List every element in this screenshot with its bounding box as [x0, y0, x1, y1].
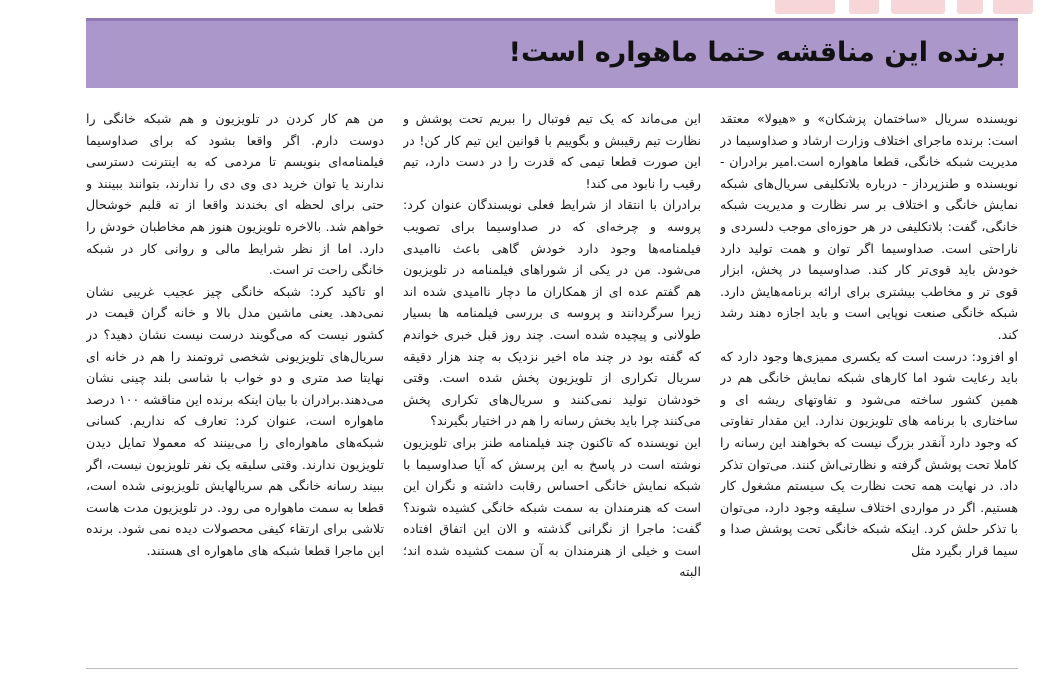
corner-decoration [751, 0, 1041, 18]
page-title: برنده این مناقشه حتما ماهواره است! [508, 37, 1006, 68]
paragraph: نویسنده سریال «ساختمان پزشکان» و «هیولا» معتقد است: برنده ماجرای اختلاف وزارت ارشاد و صداوسیما در مدیریت شبکه خانگی، قطعا ماهواره است.امیر برادران - نویسنده و طنزپرداز - درباره بلاتکلیفی سریال‌های شبکه نمایش خانگی و اختلاف بر سر نظارت و مدیریت شبکه خانگی، گفت: بلاتکلیفی در هر حوزه‌ای موجب دلسردی و ناراحتی است. صداوسیما اگر توان و همت تولید دارد خودش باید قوی‌تر کار کند. صداوسیما در پخش، ابزار قوی تر و مخاطب بیشتری برای ارائه برنامه‌هایش دارد. شبکه خانگی صنعت نوپایی است و باید اجازه دهند رشد کند. [720, 111, 1018, 342]
paragraph: این می‌ماند که یک تیم فوتبال را ببریم تحت پوشش و نظارت تیم رقیبش و بگوییم با قوانین این تیم کار کن! در این صورت قطعا تیمی که قدرت را در دست دارد، تیم رقیب را نابود می کند! [403, 111, 701, 191]
headline-banner [86, 18, 1018, 88]
paragraph: این نویسنده که تاکنون چند فیلمنامه طنز برای تلویزیون نوشته است در پاسخ به این پرسش که آیا صداوسیما با شبکه نمایش خانگی احساس رقابت داشته و نگران این است که هنرمندان به سمت شبکه خانگی کشیده شوند؟ گفت: ماجرا از نگرانی گذشته و الان این اتفاق افتاده است و خیلی از هنرمندان به آن سمت کشیده شده اند؛ البته [403, 434, 701, 580]
article-body [86, 108, 1018, 664]
paragraph: او تاکید کرد: شبکه خانگی چیز عجیب غریبی نشان نمی‌دهد. یعنی ماشین مدل بالا و خانه گران قیمت در کشور نیست که می‌گویند درست نیست نشان دهید؟ در سریال‌های تلویزیونی شخصی ثروتمند را هم در خانه ای نهایتا صد متری و دو خواب با شاسی بلند چینی نشان می‌دهند.برادران با بیان اینکه برنده این مناقشه ۱۰۰ درصد ماهواره است، عنوان کرد: تعارف که نداریم. کسانی شبکه‌های ماهواره‌ای را می‌بینند که معمولا تمایل دیدن تلویزیون ندارند. وقتی سلیقه یک نفر تلویزیون نیست، اگر ببیند رسانه خانگی هم سریالهایش تلویزیونی شده است، قطعا به سمت ماهواره می رود. در تلویزیون مدت هاست تلاشی برای ارتقاء کیفی محصولات دیده نمی شود. برنده این ماجرا قطعا شبکه های ماهواره ای هستند. [86, 283, 384, 558]
bottom-divider [86, 668, 1018, 669]
article-column-2 [403, 108, 701, 664]
paragraph: برادران با انتقاد از شرایط فعلی نویسندگان عنوان کرد: پروسه و چرخه‌ای که در صداوسیما برای تصویب فیلمنامه‌ها وجود دارد خودش گاهی باعث ناامیدی می‌شود. من در یکی از شوراهای فیلمنامه در تلویزیون هم گفتم عده ای از همکاران ما دچار ناامیدی شده اند زیرا سرگردانند و پروسه ی بررسی فیلمنامه ها بسیار طولانی و پیچیده شده است. چند روز قبل خبری خواندم که گفته بود در چند ماه اخیر نزدیک به چند هزار دقیقه سریال تکراری از تلویزیون پخش شده است. وقتی خودشان تولید نمی‌کنند و سریال‌های تکراری پخش می‌کنند چرا باید بخش رسانه را هم در اختیار بگیرند؟ [403, 197, 701, 429]
paragraph: من هم کار کردن در تلویزیون و هم شبکه خانگی را دوست دارم. اگر واقعا بشود که برای صداوسیما فیلمنامه‌ای بنویسم تا مردمی که به اینترنت دسترسی ندارند یا توان خرید دی وی دی را ندارند، بتوانند ببینند و حتی برای لحظه ای بخندند واقعا از ته قلبم خوشحال خواهم شد. بالاخره تلویزیون هنوز هم مخاطبان خودش را دارد. اما از نظر شرایط مالی و روانی کار در شبکه خانگی راحت تر است. [86, 111, 384, 278]
article-column-1 [720, 108, 1018, 664]
article-column-3 [86, 108, 384, 664]
paragraph: او افزود: درست است که یکسری ممیزی‌ها وجود دارد که باید رعایت شود اما کارهای شبکه نمایش خانگی هم در همین کشور ساخته می‌شود و تفاوتهای ریشه ای و ساختاری با برنامه های تلویزیون ندارد. این مقدار تفاوتی که وجود دارد آنقدر بزرگ نیست که بخواهند این رسانه را کاملا تحت پوشش گرفته و نظارتی‌اش کنند. می‌توان تذکر داد. در نهایت همه تحت نظارت یک سیستم مشغول کار هستیم. اگر در مواردی اختلاف سلیقه وجود دارد، می‌توان با تذکر حلش کرد. اینکه شبکه خانگی تحت پوشش صدا و سیما قرار بگیرد مثل [720, 348, 1018, 558]
